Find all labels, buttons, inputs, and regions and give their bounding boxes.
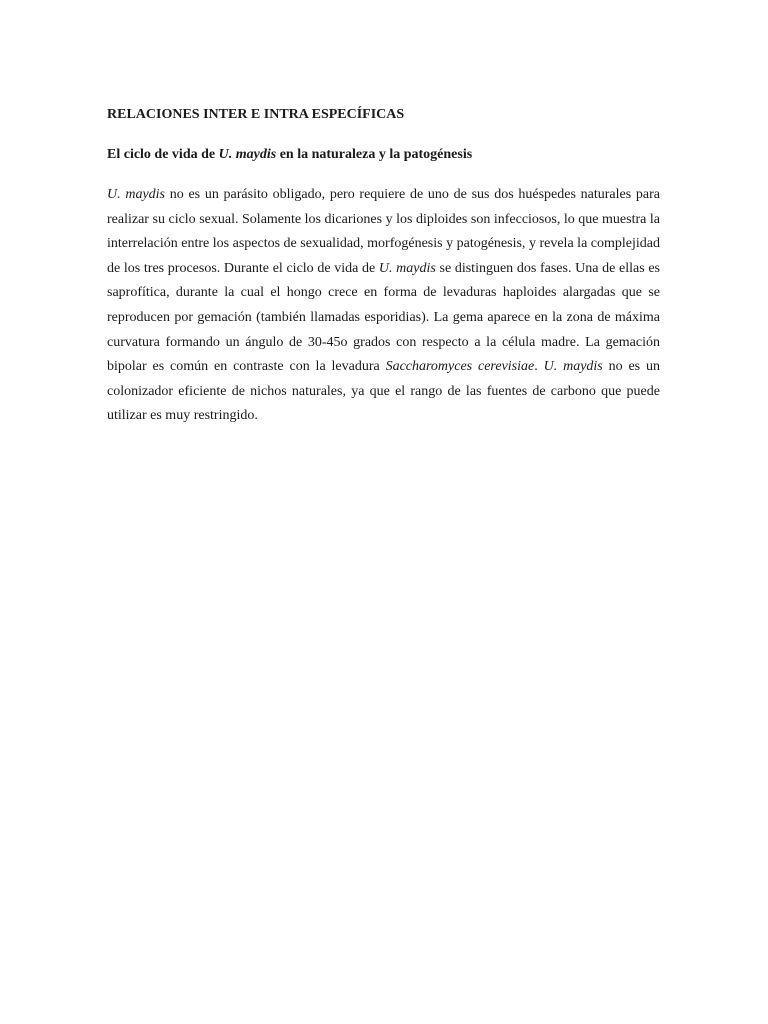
line-text: . bbox=[534, 359, 544, 375]
paragraph-line-6: reproducen por gemación (también llamadas esporidias). La gema aparece en la zona de máxima bbox=[107, 309, 660, 325]
subheading-text-after: en la naturaleza y la patogénesis bbox=[276, 147, 473, 162]
paragraph-line-8 bbox=[107, 355, 660, 380]
paragraph-line-2: realizar su ciclo sexual. Solamente los dicariones y los diploides son infecciosos, lo que muestra la bbox=[107, 211, 660, 227]
paragraph-line-7: curvatura formando un ángulo de 30-45o grados con respecto a la célula madre. La gemación bbox=[107, 334, 660, 350]
line-text: bipolar es común en contraste con la levadura bbox=[107, 359, 386, 375]
paragraph-line-9: colonizador eficiente de nichos naturales, ya que el rango de las fuentes de carbono que puede bbox=[107, 383, 660, 399]
paragraph-line-10: utilizar es muy restringido. bbox=[107, 408, 258, 424]
document-content bbox=[107, 105, 660, 429]
paragraph-line-4 bbox=[107, 257, 660, 282]
paragraph-line-5: saprofítica, durante la cual el hongo crece en forma de levaduras haploides alargadas que se bbox=[107, 285, 660, 301]
species-name: U. maydis bbox=[543, 359, 603, 375]
line-text: no es un bbox=[602, 359, 660, 375]
subheading-species-name: U. maydis bbox=[218, 147, 277, 162]
body-paragraph bbox=[107, 183, 660, 429]
subheading-text-before: El ciclo de vida de bbox=[107, 147, 219, 162]
section-heading: RELACIONES INTER E INTRA ESPECÍFICAS bbox=[107, 107, 405, 122]
line-text: no es un parásito obligado, pero requiere de uno de sus dos huéspedes naturales para bbox=[165, 187, 660, 202]
line-text: de los tres procesos. Durante el ciclo de vida de bbox=[107, 260, 379, 276]
species-name: Saccharomyces cerevisiae bbox=[385, 359, 535, 375]
species-name: U. maydis bbox=[107, 187, 165, 202]
species-name: U. maydis bbox=[378, 260, 436, 276]
paragraph-line-1 bbox=[107, 183, 660, 208]
section-subheading bbox=[107, 145, 660, 165]
line-text: se distinguen dos fases. Una de ellas es bbox=[435, 260, 660, 276]
paragraph-line-3: interrelación entre los aspectos de sexualidad, morfogénesis y patogénesis, y revela la complejidad bbox=[107, 236, 660, 252]
